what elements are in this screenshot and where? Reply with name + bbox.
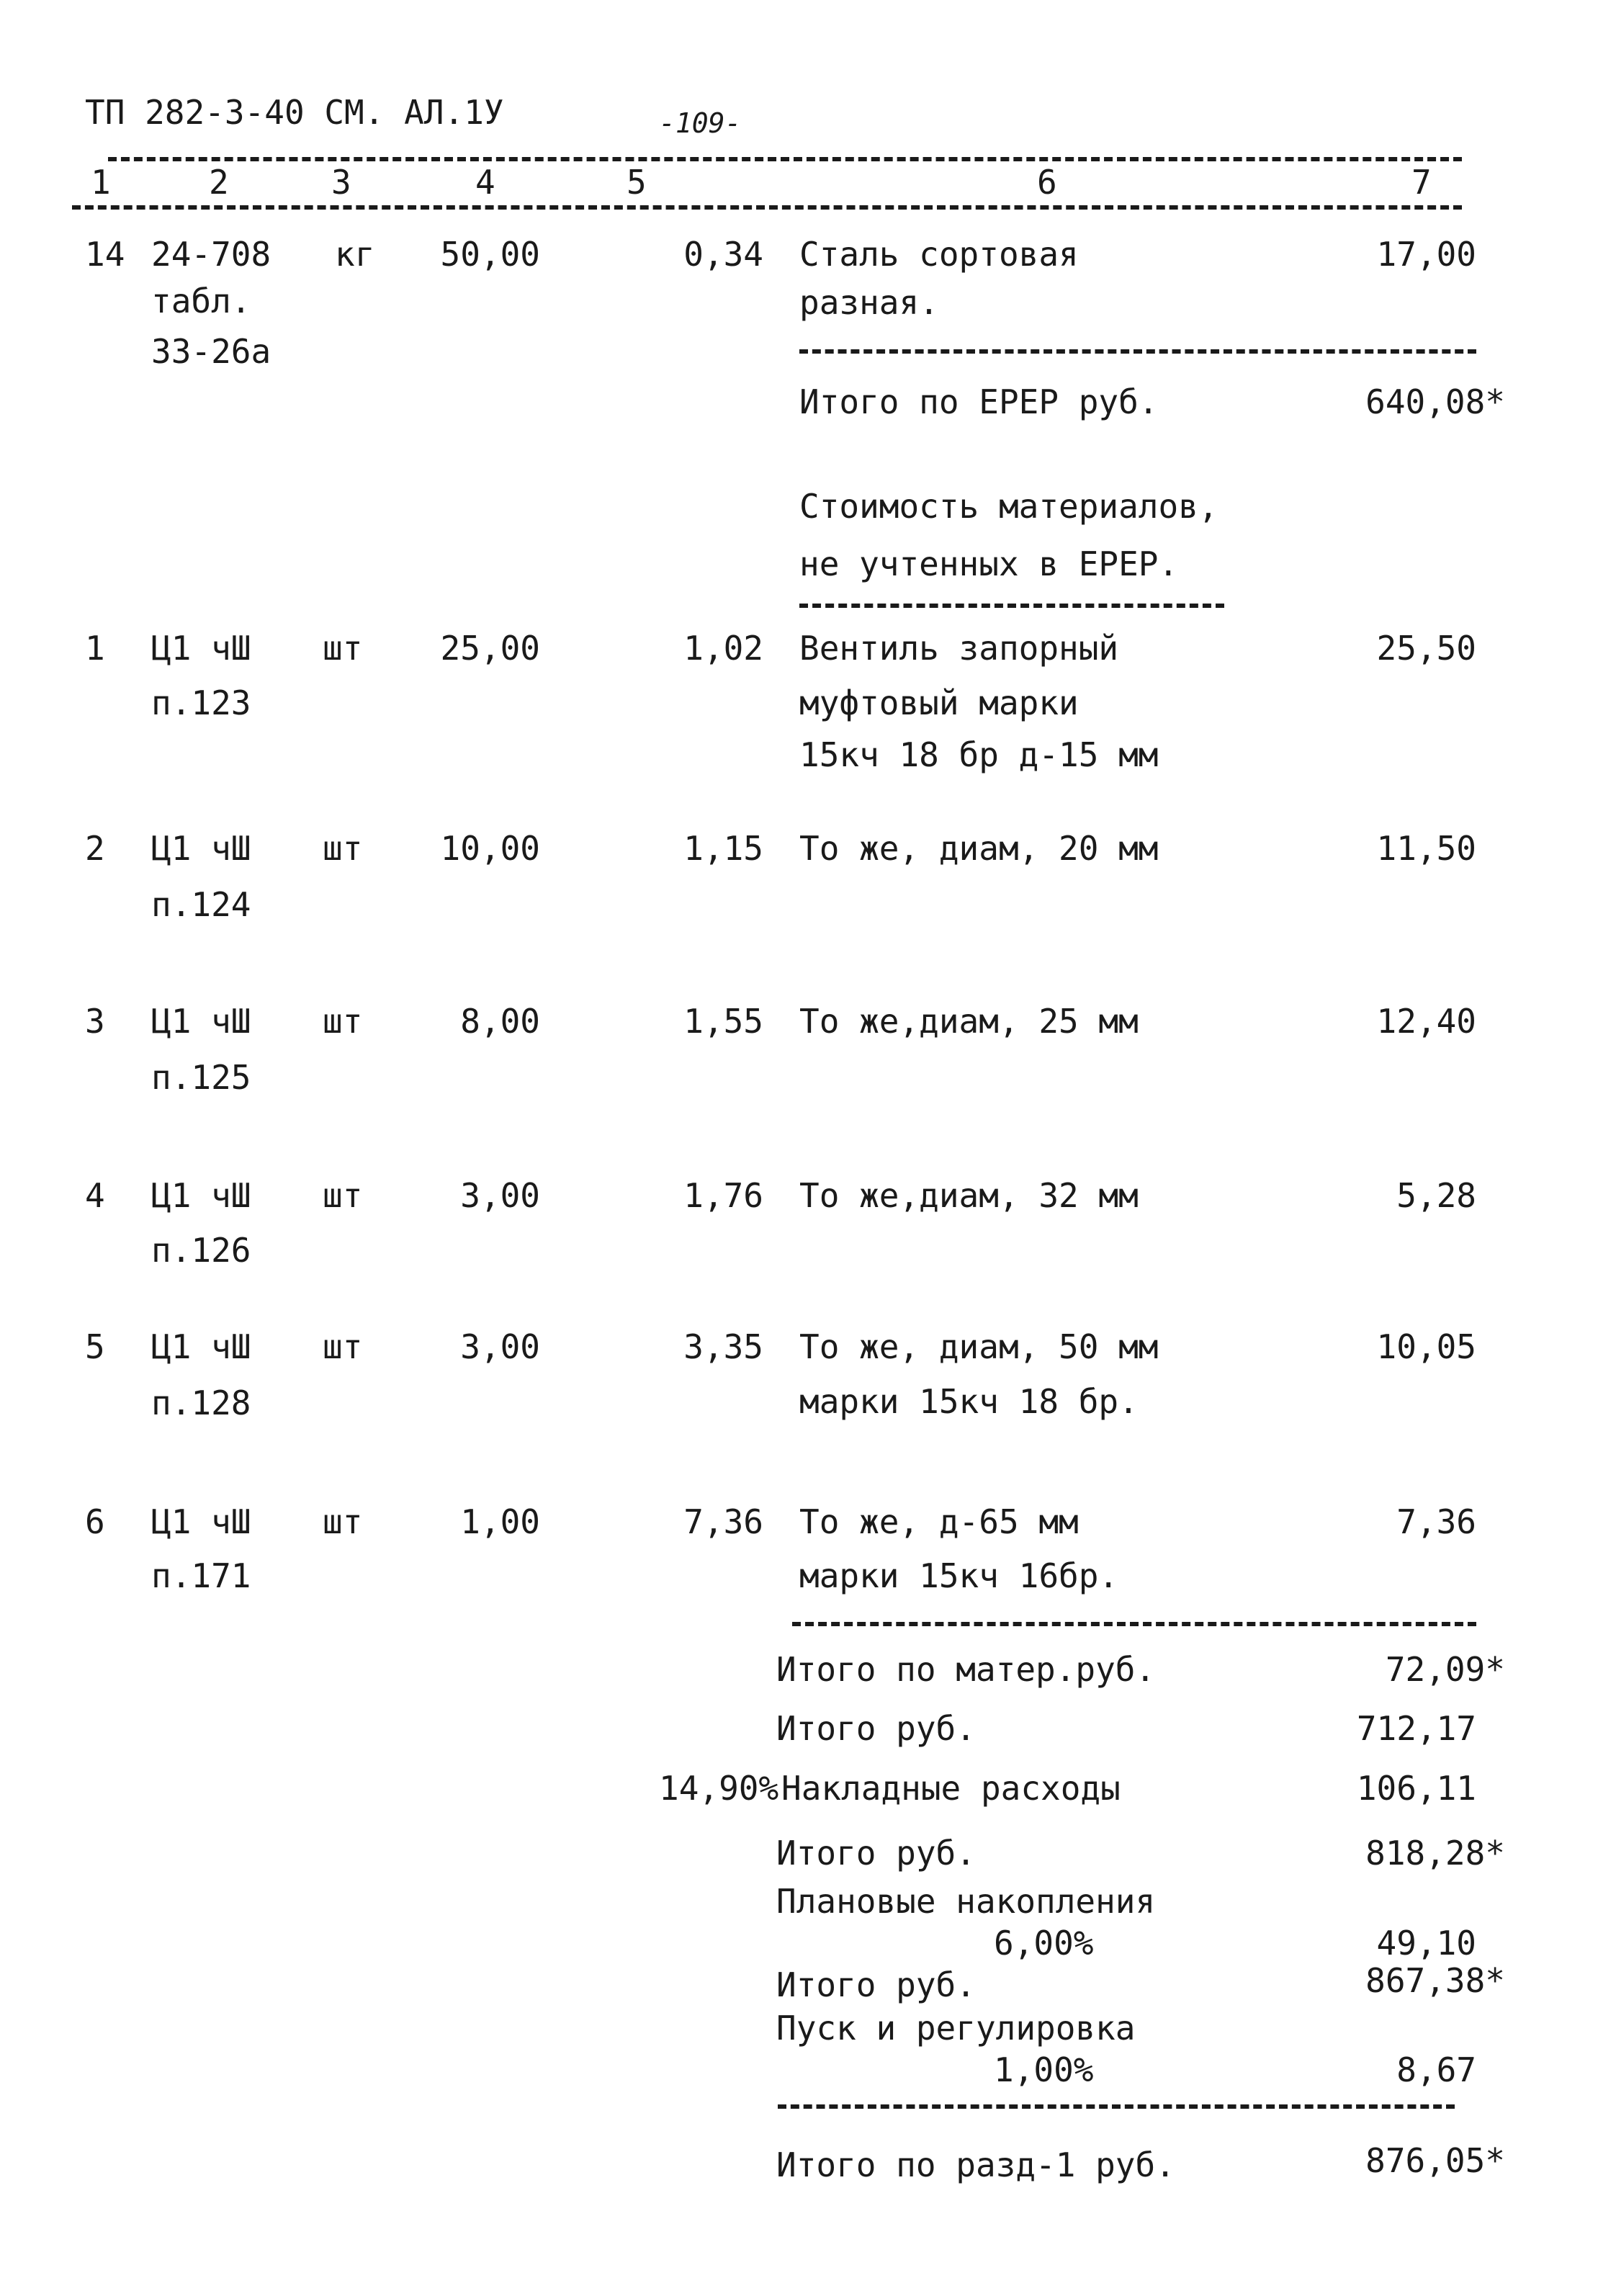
row-code: п.128 bbox=[151, 1384, 251, 1422]
row-total: 12,40 bbox=[1376, 1002, 1476, 1041]
total-label: Итого руб. bbox=[776, 1965, 976, 2004]
column-header-6: 6 bbox=[1037, 163, 1057, 202]
row-description: разная. bbox=[799, 283, 939, 322]
column-header-4: 4 bbox=[475, 163, 495, 202]
section-total-label: Итого по разд-1 руб. bbox=[776, 2145, 1175, 2184]
column-header-7: 7 bbox=[1411, 163, 1432, 202]
overhead-rate: 14,90% bbox=[659, 1769, 779, 1808]
row-price: 1,15 bbox=[683, 829, 763, 868]
row-code: п.123 bbox=[151, 683, 251, 722]
row-description: То же, диам, 20 мм bbox=[799, 829, 1159, 868]
row-code: 24-708 bbox=[151, 235, 271, 274]
row-price: 1,02 bbox=[683, 629, 763, 668]
section-total-value: 876,05* bbox=[1365, 2141, 1505, 2180]
row-description: муфтовый марки bbox=[799, 683, 1079, 722]
row-code: п.125 bbox=[151, 1058, 251, 1097]
row-quantity: 8,00 bbox=[460, 1002, 540, 1041]
materials-heading: не учтенных в ЕРЕР. bbox=[799, 544, 1179, 583]
row-total: 17,00 bbox=[1376, 235, 1476, 274]
row-code: 33-26а bbox=[151, 332, 271, 371]
row-total: 7,36 bbox=[1396, 1502, 1476, 1541]
row-description: марки 15кч 18 бр. bbox=[799, 1382, 1139, 1421]
row-description: 15кч 18 бр д-15 мм bbox=[799, 735, 1159, 774]
overhead-label: Накладные расходы bbox=[781, 1769, 1121, 1808]
column-header-3: 3 bbox=[331, 163, 351, 202]
row-total: 25,50 bbox=[1376, 629, 1476, 668]
column-header-1: 1 bbox=[91, 163, 111, 202]
row-unit: шт bbox=[323, 1327, 363, 1366]
total-label: Итого руб. bbox=[776, 1709, 976, 1748]
planned-savings-rate: 6,00% bbox=[994, 1924, 1094, 1963]
header-divider-top bbox=[108, 157, 1462, 161]
row-unit: шт bbox=[323, 1502, 363, 1541]
startup-rate: 1,00% bbox=[994, 2050, 1094, 2089]
subtotal-erer-label: Итого по ЕРЕР руб. bbox=[799, 382, 1159, 421]
row-number: 1 bbox=[85, 629, 105, 668]
materials-heading-divider bbox=[799, 604, 1224, 608]
row-quantity: 25,00 bbox=[440, 629, 540, 668]
row-quantity: 10,00 bbox=[440, 829, 540, 868]
row-number: 5 bbox=[85, 1327, 105, 1366]
total-label: Итого руб. bbox=[776, 1834, 976, 1873]
row-code: п.124 bbox=[151, 885, 251, 924]
row-unit: кг bbox=[335, 235, 375, 274]
row-price: 1,76 bbox=[683, 1176, 763, 1215]
planned-savings-label: Плановые накопления bbox=[776, 1882, 1156, 1921]
column-header-2: 2 bbox=[209, 163, 229, 202]
row-description: То же, диам, 50 мм bbox=[799, 1327, 1159, 1366]
total-value: 818,28* bbox=[1365, 1834, 1505, 1873]
row-number: 4 bbox=[85, 1176, 105, 1215]
section-divider bbox=[778, 2104, 1455, 2109]
row-total: 11,50 bbox=[1376, 829, 1476, 868]
row-description: марки 15кч 16бр. bbox=[799, 1556, 1119, 1595]
total-value: 867,38* bbox=[1365, 1961, 1505, 2000]
row-unit: шт bbox=[323, 829, 363, 868]
row-code: Ц1 чШ bbox=[151, 1176, 251, 1215]
row-code: п.126 bbox=[151, 1231, 251, 1270]
row-description: То же,диам, 25 мм bbox=[799, 1002, 1139, 1041]
startup-value: 8,67 bbox=[1396, 2050, 1476, 2089]
row-code: Ц1 чШ bbox=[151, 1327, 251, 1366]
row-code: Ц1 чШ bbox=[151, 629, 251, 668]
row-code: Ц1 чШ bbox=[151, 829, 251, 868]
document-code: ТП 282-3-40 СМ. АЛ.1У bbox=[85, 93, 504, 132]
row-code: табл. bbox=[151, 282, 251, 320]
row-price: 0,34 bbox=[683, 235, 763, 274]
materials-total-label: Итого по матер.руб. bbox=[776, 1650, 1156, 1689]
row-description: Сталь сортовая bbox=[799, 235, 1079, 274]
row-code: Ц1 чШ bbox=[151, 1502, 251, 1541]
row-description: То же, д-65 мм bbox=[799, 1502, 1079, 1541]
subtotal-erer-value: 640,08* bbox=[1365, 382, 1505, 421]
row-number: 2 bbox=[85, 829, 105, 868]
startup-label: Пуск и регулировка bbox=[776, 2009, 1136, 2048]
row-total: 5,28 bbox=[1396, 1176, 1476, 1215]
total-value: 712,17 bbox=[1356, 1709, 1476, 1748]
row-price: 3,35 bbox=[683, 1327, 763, 1366]
row-total: 10,05 bbox=[1376, 1327, 1476, 1366]
row-number: 6 bbox=[85, 1502, 105, 1541]
page-number: -109- bbox=[659, 107, 742, 139]
row-price: 1,55 bbox=[683, 1002, 763, 1041]
row-code: п.171 bbox=[151, 1556, 251, 1595]
row-unit: шт bbox=[323, 1002, 363, 1041]
row-quantity: 3,00 bbox=[460, 1327, 540, 1366]
row-description: Вентиль запорный bbox=[799, 629, 1119, 668]
header-divider-bottom bbox=[72, 205, 1462, 210]
overhead-value: 106,11 bbox=[1356, 1769, 1476, 1808]
row-description: То же,диам, 32 мм bbox=[799, 1176, 1139, 1215]
row-number: 3 bbox=[85, 1002, 105, 1041]
row-unit: шт bbox=[323, 1176, 363, 1215]
row-quantity: 50,00 bbox=[440, 235, 540, 274]
row-number: 14 bbox=[85, 235, 125, 274]
materials-heading: Стоимость материалов, bbox=[799, 487, 1218, 526]
column-header-5: 5 bbox=[627, 163, 647, 202]
planned-savings-value: 49,10 bbox=[1376, 1924, 1476, 1963]
subtotal-divider bbox=[799, 349, 1476, 354]
row-quantity: 3,00 bbox=[460, 1176, 540, 1215]
materials-divider bbox=[792, 1622, 1476, 1626]
row-price: 7,36 bbox=[683, 1502, 763, 1541]
materials-total-value: 72,09* bbox=[1385, 1650, 1505, 1689]
row-quantity: 1,00 bbox=[460, 1502, 540, 1541]
row-code: Ц1 чШ bbox=[151, 1002, 251, 1041]
row-unit: шт bbox=[323, 629, 363, 668]
